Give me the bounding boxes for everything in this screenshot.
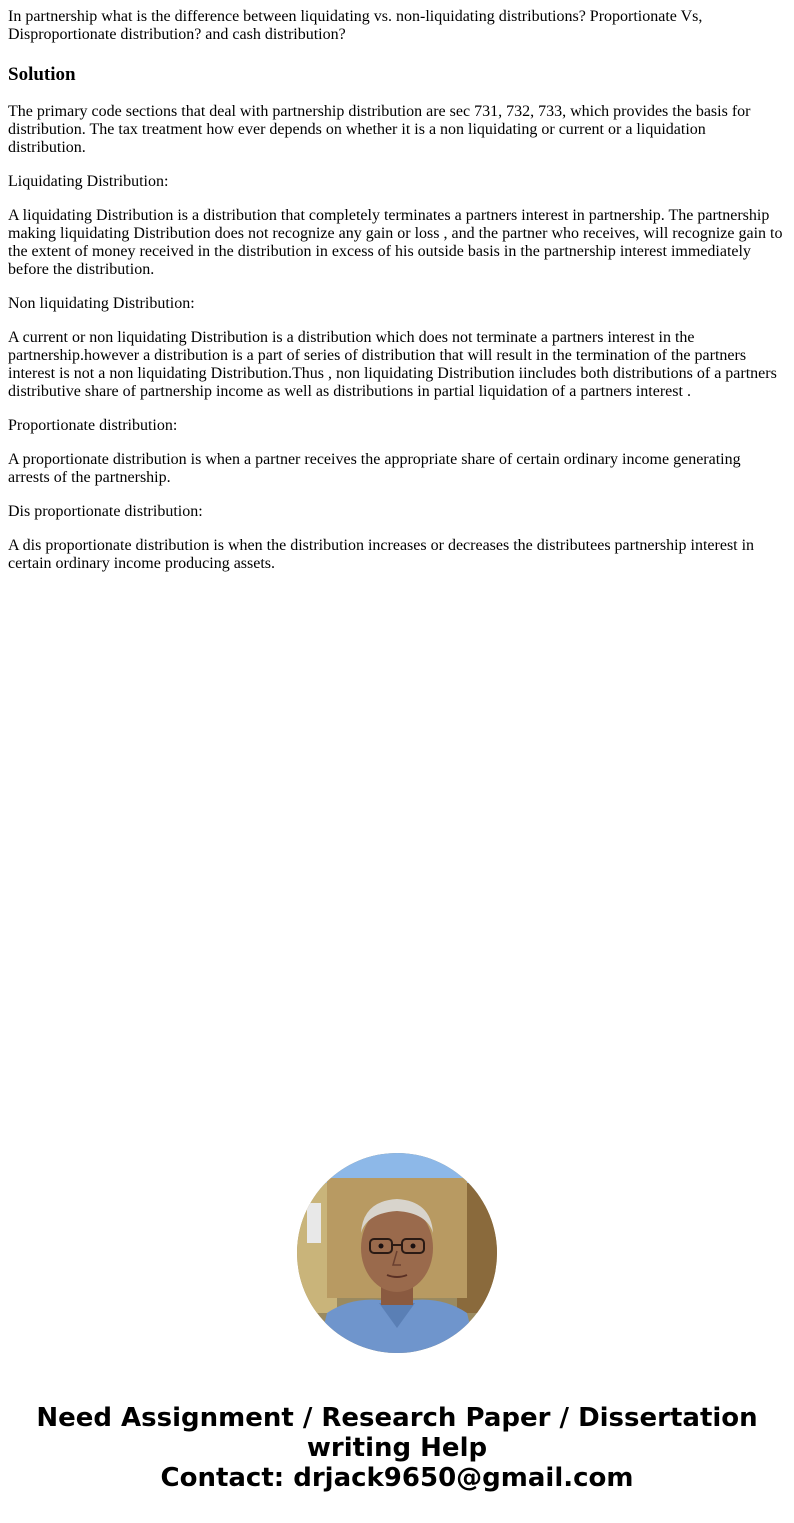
solution-heading: Solution	[8, 64, 76, 85]
paragraph-liquidating: A liquidating Distribution is a distribution that completely terminates a partners interest in partnership. The partnership making liquidating Distribution does not recognize any gain or loss , and the partner who receives, will recognize gain to the extent of money received in the distribution in excess of his outside basis in the partnership interest immediately before the distribution.	[8, 207, 783, 278]
promo-contact-email: Contact: drjack9650@gmail.com	[160, 1463, 634, 1493]
paragraph-disproportionate: A dis proportionate distribution is when the distribution increases or decreases the distributees partnership interest in certain ordinary income producing assets.	[8, 537, 755, 572]
heading-proportionate: Proportionate distribution:	[8, 417, 178, 434]
avatar-portrait-image	[297, 1153, 497, 1353]
avatar	[297, 1153, 497, 1353]
paragraph-non-liquidating: A current or non liquidating Distribution is a distribution which does not terminate a partners interest in the partnership.however a distribution is a part of series of distribution that will result in the termination of the partners interest is not a non liquidating Distribution.Thus , non liquidating Distribution iincludes both distributions of a partners distributive share of partnership income as well as distributions in partial liquidation of a partners interest .	[8, 329, 777, 400]
paragraph-proportionate: A proportionate distribution is when a partner receives the appropriate share of certain ordinary income generating arrests of the partnership.	[8, 451, 741, 486]
question-text: In partnership what is the difference between liquidating vs. non-liquidating distributions? Proportionate Vs, Disproportionate distribution? and cash distribution?	[8, 8, 703, 43]
heading-non-liquidating: Non liquidating Distribution:	[8, 295, 195, 312]
promo-line-2: writing Help	[306, 1433, 488, 1463]
heading-liquidating: Liquidating Distribution:	[8, 173, 169, 190]
promo-line-1: Need Assignment / Research Paper / Dissertation	[36, 1403, 758, 1433]
paragraph-intro: The primary code sections that deal with partnership distribution are sec 731, 732, 733, which provides the basis for distribution. The tax treatment how ever depends on whether it is a non liquidating or current or a liquidation distribution.	[8, 103, 751, 156]
heading-disproportionate: Dis proportionate distribution:	[8, 503, 203, 520]
document-body	[8, 8, 786, 573]
promo-banner	[0, 1403, 794, 1493]
